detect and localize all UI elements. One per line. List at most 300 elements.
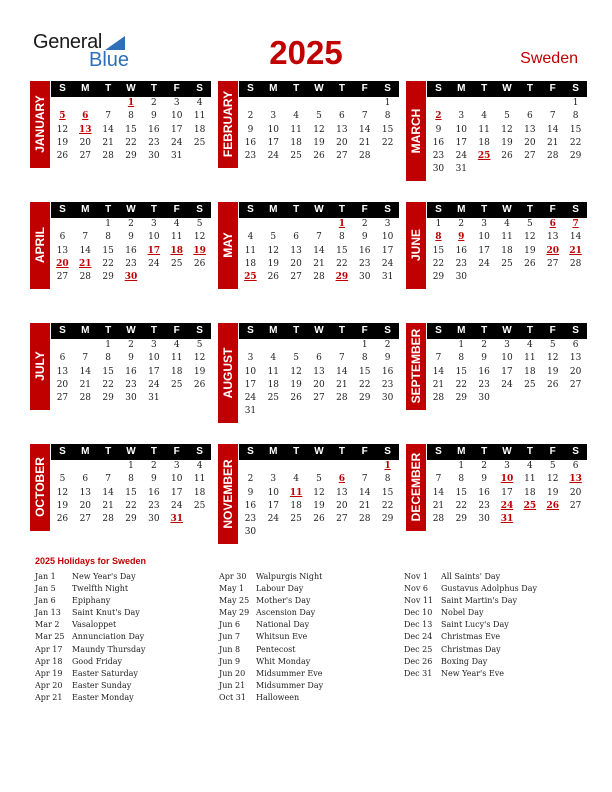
day-cell: 8 — [458, 353, 465, 364]
day-cell: 4 — [247, 232, 254, 243]
day-cell: 28 — [336, 393, 348, 404]
day-cell: 16 — [478, 487, 490, 498]
weekday-label: T — [481, 204, 488, 215]
weekday-label: S — [247, 325, 254, 336]
day-cell — [188, 392, 211, 405]
day-cell: 27 — [56, 272, 69, 283]
holiday-date: Jun 6 — [219, 620, 241, 630]
day-cell: 14 — [102, 124, 114, 135]
holiday-name: Boxing Day — [441, 656, 488, 666]
day-cell — [427, 339, 450, 352]
week-row — [427, 339, 587, 352]
day-cell: 12 — [56, 124, 69, 135]
day-cell: 28 — [432, 393, 445, 404]
day-cell: 2 — [361, 219, 368, 229]
day-cell: 9 — [128, 232, 134, 243]
day-cell: 30 — [455, 272, 468, 283]
day-cell: 30 — [359, 272, 371, 283]
day-cell: 27 — [547, 258, 559, 269]
month-label — [406, 202, 426, 289]
week-row — [239, 231, 399, 244]
day-cell: 31 — [171, 151, 183, 162]
day-cell — [239, 97, 262, 110]
day-cell: 21 — [102, 500, 114, 511]
month-days-grid — [427, 202, 587, 284]
day-cell: 17 — [171, 487, 183, 498]
day-cell: 21 — [432, 379, 445, 390]
weekday-label: T — [105, 446, 112, 457]
day-cell: 6 — [527, 111, 533, 122]
weekday-label: T — [150, 204, 157, 215]
day-cell: 6 — [339, 111, 345, 122]
holiday-date: Dec 13 — [404, 620, 433, 630]
weekday-header — [239, 81, 399, 97]
day-cell: 11 — [193, 111, 206, 122]
month-april — [30, 202, 211, 289]
day-cell — [308, 218, 331, 231]
day-cell: 26 — [193, 258, 206, 269]
day-cell: 18 — [501, 245, 513, 256]
holiday-row — [35, 668, 145, 680]
weekday-label: F — [173, 83, 180, 94]
day-cell: 2 — [247, 111, 254, 122]
day-cell: 12 — [547, 353, 559, 364]
week-row — [427, 271, 587, 284]
day-cell: 14 — [569, 232, 582, 243]
day-cell: 9 — [458, 232, 465, 243]
holiday-row — [219, 680, 323, 692]
day-cell: 11 — [501, 232, 513, 243]
day-cell: 27 — [336, 514, 348, 525]
weekday-label: W — [126, 204, 136, 215]
holiday-name: National Day — [256, 620, 310, 630]
holiday-row — [219, 571, 323, 583]
day-cell: 29 — [381, 514, 394, 525]
weekday-header — [51, 323, 211, 339]
day-cell: 5 — [196, 340, 203, 350]
day-cell: 26 — [546, 500, 559, 511]
day-cell: 7 — [435, 474, 442, 485]
holiday-date: Mar 25 — [35, 632, 65, 642]
day-cell: 28 — [359, 514, 371, 525]
day-cell — [165, 271, 188, 284]
month-november — [218, 444, 399, 544]
logo-general-text: General — [33, 31, 103, 53]
holiday-row — [404, 583, 537, 595]
day-cell: 16 — [125, 366, 137, 377]
weekday-label: S — [435, 325, 442, 336]
day-cell: 11 — [267, 366, 280, 377]
day-cell: 6 — [338, 474, 345, 485]
holiday-date: Oct 31 — [219, 692, 246, 702]
day-cell: 4 — [173, 219, 180, 229]
weekday-label: S — [247, 204, 254, 215]
day-cell: 10 — [244, 366, 257, 377]
weekday-label: M — [457, 204, 466, 215]
day-cell: 18 — [170, 245, 183, 256]
day-cell: 7 — [361, 474, 368, 485]
day-cell: 12 — [193, 232, 206, 243]
holiday-name: All Saints' Day — [441, 572, 501, 581]
holiday-name: Easter Monday — [72, 692, 134, 702]
week-row — [427, 124, 587, 137]
weekday-label: W — [502, 446, 512, 457]
day-cell: 10 — [148, 353, 160, 364]
day-cell: 25 — [290, 151, 302, 162]
month-name: MARCH — [409, 108, 423, 154]
week-row — [51, 513, 211, 526]
day-cell: 1 — [105, 340, 112, 350]
day-cell: 30 — [478, 393, 490, 404]
holiday-name: Nobel Day — [441, 608, 484, 618]
day-cell: 25 — [171, 379, 183, 390]
weekday-label: T — [526, 446, 533, 457]
weekday-label: S — [572, 204, 579, 215]
holiday-date: Jun 8 — [219, 644, 241, 654]
weekday-label: S — [384, 204, 391, 215]
weekday-label: S — [384, 325, 391, 336]
day-cell — [450, 97, 473, 110]
day-cell: 16 — [381, 366, 394, 377]
day-cell: 22 — [455, 500, 468, 511]
day-cell: 31 — [381, 272, 394, 283]
day-cell: 29 — [359, 393, 371, 404]
week-row — [427, 473, 587, 486]
day-cell — [74, 460, 97, 473]
week-row — [427, 460, 587, 473]
holiday-name: Christmas Day — [441, 644, 501, 654]
holiday-name: Easter Saturday — [72, 668, 138, 678]
day-cell — [51, 339, 74, 352]
day-cell: 14 — [359, 124, 371, 135]
holiday-row — [35, 656, 145, 668]
day-cell: 24 — [501, 379, 513, 390]
weekday-label: T — [150, 325, 157, 336]
day-cell: 30 — [148, 151, 160, 162]
day-cell: 2 — [481, 340, 488, 350]
day-cell: 28 — [79, 393, 92, 404]
day-cell: 23 — [125, 258, 137, 269]
day-cell: 1 — [458, 461, 465, 471]
holiday-name: Walpurgis Night — [256, 572, 323, 581]
holiday-row — [404, 644, 537, 656]
day-cell: 6 — [549, 219, 556, 229]
month-february — [218, 81, 399, 168]
week-row — [239, 245, 399, 258]
day-cell: 9 — [128, 353, 134, 364]
month-days-grid — [427, 81, 587, 177]
day-cell: 19 — [547, 366, 559, 377]
day-cell: 23 — [432, 151, 445, 162]
holiday-date: Apr 20 — [35, 680, 63, 690]
day-cell: 12 — [313, 487, 325, 498]
day-cell: 16 — [244, 137, 257, 148]
day-cell: 10 — [171, 111, 183, 122]
week-row — [51, 124, 211, 137]
day-cell: 21 — [359, 137, 371, 148]
holiday-column — [35, 571, 145, 704]
day-cell: 15 — [102, 366, 114, 377]
day-cell — [142, 271, 165, 284]
weekday-label: S — [196, 325, 203, 336]
weekday-label: M — [457, 325, 466, 336]
week-row — [239, 379, 399, 392]
week-row — [51, 245, 211, 258]
week-row — [51, 352, 211, 365]
day-cell: 24 — [244, 393, 257, 404]
day-cell: 20 — [79, 137, 92, 148]
month-days-grid — [51, 444, 211, 526]
day-cell: 19 — [56, 137, 69, 148]
weekday-label: W — [502, 204, 512, 215]
day-cell: 1 — [458, 340, 465, 350]
day-cell: 26 — [547, 379, 559, 390]
day-cell — [376, 526, 399, 539]
day-cell: 7 — [435, 353, 442, 364]
day-cell: 1 — [361, 340, 368, 350]
weekday-label: W — [314, 204, 324, 215]
month-name: OCTOBER — [33, 457, 47, 518]
holiday-row — [35, 619, 145, 631]
holiday-row — [219, 631, 323, 643]
day-cell: 5 — [196, 219, 203, 229]
month-days-grid — [51, 323, 211, 405]
weekday-label: M — [457, 83, 466, 94]
day-cell: 29 — [125, 151, 137, 162]
weekday-label: S — [59, 204, 66, 215]
day-cell: 5 — [316, 111, 322, 122]
holiday-name: Saint Martin's Day — [441, 596, 517, 606]
day-cell: 15 — [381, 487, 394, 498]
day-cell: 17 — [267, 500, 280, 511]
day-cell: 22 — [381, 500, 394, 511]
day-cell: 16 — [148, 124, 160, 135]
month-name: APRIL — [33, 227, 47, 264]
day-cell: 5 — [59, 474, 66, 485]
month-label — [406, 444, 426, 531]
day-cell — [473, 97, 496, 110]
holiday-name: Christmas Eve — [441, 632, 501, 642]
day-cell: 27 — [79, 514, 92, 525]
weekday-label: S — [384, 446, 391, 457]
day-cell: 3 — [384, 219, 391, 229]
weekday-label: S — [572, 446, 579, 457]
holiday-date: Jun 9 — [219, 656, 241, 666]
month-name: SEPTEMBER — [409, 328, 423, 404]
day-cell: 16 — [148, 487, 160, 498]
weekday-label: T — [481, 446, 488, 457]
day-cell: 21 — [79, 258, 92, 269]
day-cell: 15 — [359, 366, 371, 377]
day-cell — [239, 460, 262, 473]
holiday-row — [35, 692, 145, 704]
month-name: DECEMBER — [409, 452, 423, 522]
holiday-name: Good Friday — [72, 656, 123, 666]
day-cell: 14 — [432, 366, 445, 377]
day-cell: 19 — [56, 500, 69, 511]
day-cell: 24 — [148, 258, 160, 269]
month-days-grid — [239, 81, 399, 163]
day-cell: 23 — [148, 137, 160, 148]
day-cell — [239, 339, 262, 352]
holiday-date: Dec 31 — [404, 668, 433, 678]
day-cell: 4 — [293, 111, 300, 122]
day-cell — [564, 271, 587, 284]
holiday-column — [219, 571, 323, 704]
weekday-label: M — [269, 83, 278, 94]
day-cell: 10 — [267, 487, 280, 498]
holiday-name: Saint Knut's Day — [72, 608, 140, 618]
weekday-label: T — [105, 83, 112, 94]
weekday-label: F — [549, 204, 556, 215]
week-row — [51, 150, 211, 163]
day-cell: 1 — [384, 461, 391, 471]
weekday-label: T — [526, 325, 533, 336]
weekday-label: T — [293, 204, 300, 215]
day-cell: 8 — [105, 232, 112, 243]
holiday-date: Apr 30 — [219, 572, 247, 581]
day-cell — [541, 163, 564, 176]
week-row — [427, 110, 587, 123]
week-row — [51, 487, 211, 500]
day-cell: 7 — [82, 353, 89, 364]
day-cell: 31 — [500, 514, 514, 525]
weekday-label: T — [105, 204, 112, 215]
day-cell — [376, 405, 399, 418]
day-cell: 14 — [547, 124, 559, 135]
day-cell: 7 — [572, 219, 579, 229]
day-cell: 22 — [381, 137, 394, 148]
day-cell: 28 — [547, 151, 559, 162]
country-label: Sweden — [520, 50, 578, 67]
day-cell: 8 — [128, 111, 134, 122]
day-cell — [51, 460, 74, 473]
holiday-name: Vasaloppet — [72, 620, 117, 630]
day-cell: 23 — [148, 500, 160, 511]
week-row — [51, 500, 211, 513]
day-cell: 26 — [267, 272, 280, 283]
day-cell: 30 — [244, 527, 257, 538]
day-cell: 8 — [128, 474, 134, 485]
month-july — [30, 323, 211, 410]
day-cell: 25 — [193, 137, 206, 148]
holiday-name: Halloween — [256, 692, 300, 702]
day-cell — [541, 97, 564, 110]
day-cell: 1 — [338, 219, 345, 229]
day-cell: 19 — [547, 487, 559, 498]
day-cell: 28 — [79, 272, 92, 283]
day-cell: 7 — [105, 474, 112, 485]
day-cell: 26 — [56, 151, 69, 162]
day-cell — [74, 339, 97, 352]
day-cell: 14 — [313, 245, 325, 256]
week-row — [239, 339, 399, 352]
day-cell: 16 — [455, 245, 468, 256]
day-cell: 20 — [79, 500, 92, 511]
weekday-label: T — [338, 83, 345, 94]
week-row — [239, 500, 399, 513]
day-cell — [285, 460, 308, 473]
day-cell: 8 — [361, 353, 368, 364]
day-cell: 24 — [500, 500, 514, 511]
day-cell — [496, 271, 519, 284]
week-row — [239, 473, 399, 486]
day-cell: 19 — [290, 379, 302, 390]
weekday-label: F — [173, 204, 180, 215]
weekday-label: S — [247, 83, 254, 94]
week-row — [51, 218, 211, 231]
week-row — [51, 271, 211, 284]
day-cell: 2 — [458, 219, 465, 229]
day-cell: 3 — [270, 111, 277, 122]
day-cell: 17 — [171, 124, 183, 135]
holiday-date: Apr 19 — [35, 668, 63, 678]
holiday-row — [404, 607, 537, 619]
day-cell: 13 — [524, 124, 536, 135]
day-cell: 27 — [524, 151, 536, 162]
holiday-row — [35, 607, 145, 619]
day-cell: 13 — [79, 124, 92, 135]
day-cell: 18 — [267, 379, 280, 390]
weekday-label: T — [293, 325, 300, 336]
day-cell: 24 — [148, 379, 160, 390]
day-cell — [74, 218, 97, 231]
day-cell: 9 — [481, 353, 488, 364]
day-cell: 24 — [171, 500, 183, 511]
day-cell: 18 — [193, 124, 206, 135]
holiday-row — [219, 692, 323, 704]
week-row — [239, 271, 399, 284]
week-row — [239, 124, 399, 137]
day-cell: 23 — [125, 379, 137, 390]
day-cell: 20 — [569, 487, 582, 498]
day-cell: 29 — [102, 272, 114, 283]
day-cell: 25 — [501, 258, 513, 269]
weekday-label: M — [269, 325, 278, 336]
day-cell: 18 — [524, 366, 536, 377]
holiday-date: Nov 6 — [404, 584, 428, 594]
day-cell: 16 — [244, 500, 257, 511]
day-cell — [541, 392, 564, 405]
month-name: NOVEMBER — [221, 459, 235, 529]
day-cell: 18 — [290, 500, 302, 511]
holiday-row — [404, 595, 537, 607]
weekday-label: T — [293, 83, 300, 94]
day-cell: 30 — [124, 272, 138, 283]
day-cell: 2 — [128, 340, 134, 350]
month-may — [218, 202, 399, 289]
day-cell: 20 — [336, 137, 348, 148]
day-cell: 13 — [547, 232, 559, 243]
day-cell — [518, 392, 541, 405]
weekday-header — [51, 444, 211, 460]
week-row — [427, 392, 587, 405]
weekday-label: F — [549, 325, 556, 336]
weekday-label: S — [247, 446, 254, 457]
day-cell: 6 — [82, 111, 89, 122]
day-cell — [518, 513, 541, 526]
day-cell: 22 — [359, 379, 371, 390]
day-cell: 25 — [524, 379, 536, 390]
day-cell — [262, 339, 285, 352]
day-cell: 16 — [432, 137, 445, 148]
day-cell: 15 — [455, 366, 468, 377]
logo-blue-text: Blue — [89, 49, 130, 71]
day-cell — [473, 163, 496, 176]
month-days-grid — [427, 323, 587, 405]
day-cell — [262, 526, 285, 539]
week-row — [427, 97, 587, 110]
